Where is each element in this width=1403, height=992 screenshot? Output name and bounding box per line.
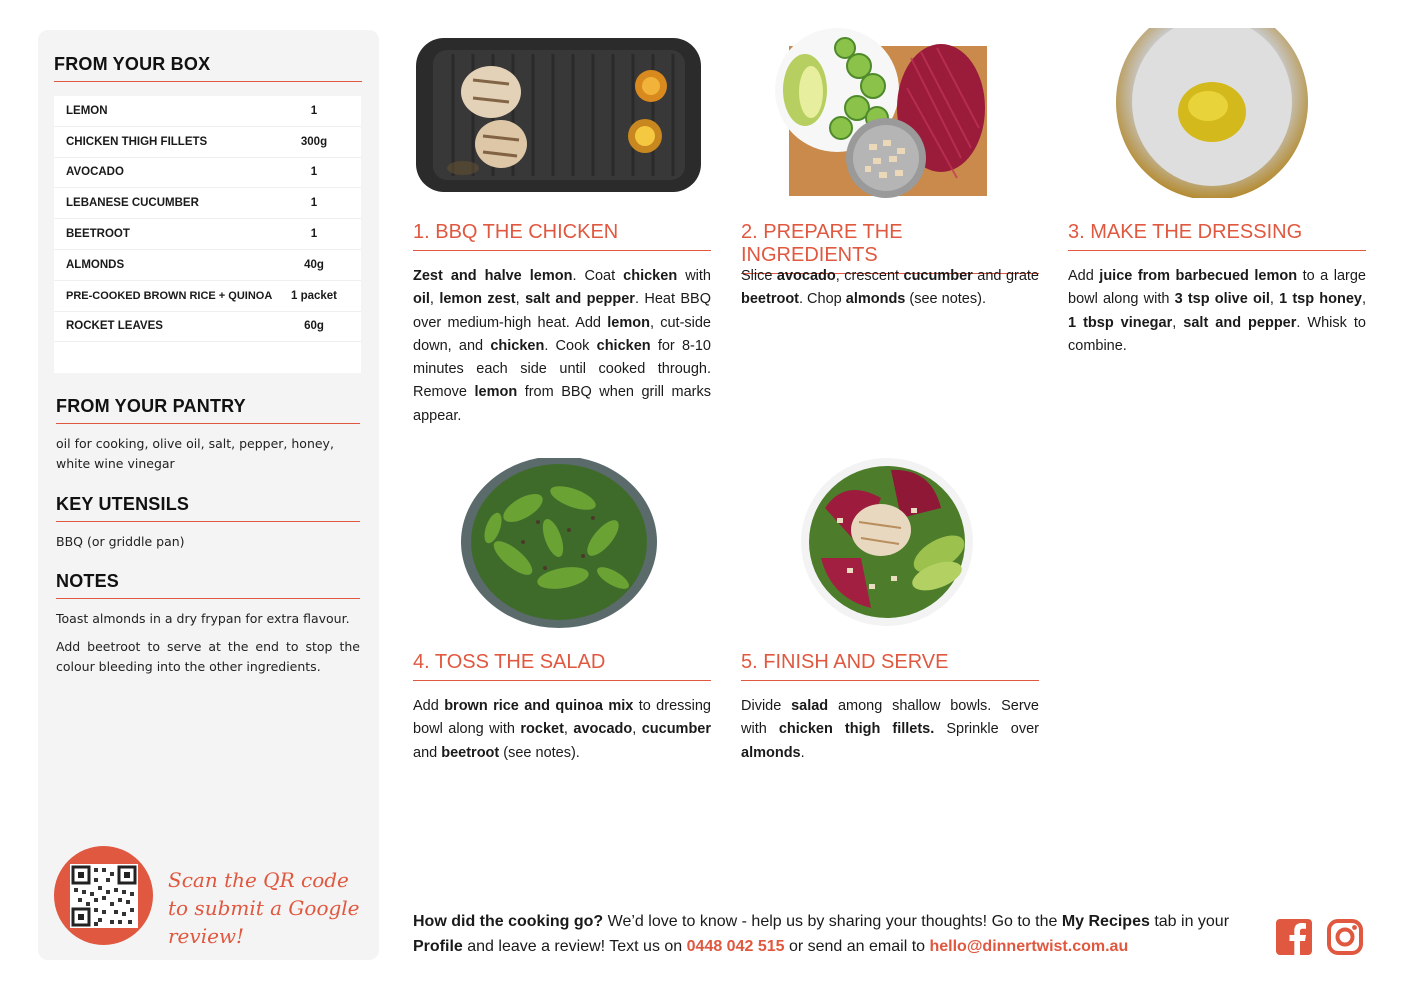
step-text: Add xyxy=(1068,268,1100,284)
footer-text-4: or send an email to xyxy=(784,938,930,955)
ingredient-qty: 1 xyxy=(310,104,318,117)
step-text: , xyxy=(1172,314,1184,331)
qr-code-icon[interactable] xyxy=(70,864,138,928)
key-utensils-section xyxy=(56,494,360,552)
step-text-bold: cucumber xyxy=(641,721,712,738)
step-text-bold: avocado xyxy=(573,721,633,738)
finished-salad-photo xyxy=(741,458,1039,628)
utensils-text: BBQ (or griddle pan) xyxy=(56,534,185,549)
ingredients-sidebar xyxy=(38,30,379,960)
step-text: , xyxy=(515,291,526,308)
step-text: , xyxy=(632,721,642,738)
step-text-bold: Zest and halve lemon xyxy=(413,268,573,284)
ingredient-row xyxy=(54,250,361,281)
facebook-icon[interactable] xyxy=(1275,918,1313,956)
from-your-pantry-title: FROM YOUR PANTRY xyxy=(56,396,360,424)
step-text-bold: salt and pepper xyxy=(525,291,635,308)
step-text: (see notes). xyxy=(905,291,986,308)
note-item: Add beetroot to serve at the end to stop the colour bleeding into the other ingredients. xyxy=(56,639,360,674)
step-text: for 8-10 minutes each side until cooked through. Remove xyxy=(413,337,711,401)
step-text-bold: chicken thigh fillets. xyxy=(778,721,935,738)
box-ingredients-table xyxy=(54,96,361,373)
step-4-title: 4. TOSS THE SALAD xyxy=(413,651,711,681)
footer-question: How did the cooking go? xyxy=(413,913,604,930)
ingredient-name: LEBANESE CUCUMBER xyxy=(66,197,199,210)
ingredient-qty: 60g xyxy=(304,320,324,333)
qr-caption: Scan the QR code to submit a Google review! xyxy=(168,868,360,948)
step-text: , cut-side down, and xyxy=(413,314,711,354)
step-text-bold: cucumber xyxy=(903,268,973,284)
ingredient-name: CHICKEN THIGH FILLETS xyxy=(66,135,208,148)
footer-text-2: tab in your xyxy=(1149,913,1230,930)
step-text-bold: lemon xyxy=(607,314,650,331)
step-text-bold: salad xyxy=(791,698,829,714)
step-1 xyxy=(413,28,712,424)
prepare-ingredients-photo xyxy=(741,28,1039,198)
ingredient-row xyxy=(54,312,361,343)
from-your-box-section xyxy=(54,54,362,373)
step-text: . Chop xyxy=(799,291,846,308)
step-text-bold: lemon zest xyxy=(439,291,516,308)
from-your-box-title: FROM YOUR BOX xyxy=(54,54,362,82)
pantry-text: oil for cooking, olive oil, salt, pepper, honey, white wine vinegar xyxy=(56,436,334,471)
step-text: . xyxy=(800,744,805,761)
step-text-bold: almonds xyxy=(741,744,801,761)
step-text-bold: almonds xyxy=(845,291,906,308)
ingredient-qty: 1 packet xyxy=(290,289,338,302)
step-text-bold: chicken xyxy=(623,268,678,284)
step-2-title: 2. PREPARE THE INGREDIENTS xyxy=(741,221,1039,274)
step-text: Divide xyxy=(741,698,792,714)
ingredient-name: ROCKET LEAVES xyxy=(66,320,163,333)
qr-review-block xyxy=(54,846,364,946)
ingredient-row xyxy=(54,219,361,250)
step-text: (see notes). xyxy=(499,744,580,761)
step-text: , xyxy=(1269,291,1280,308)
step-text: . Coat xyxy=(572,268,624,284)
from-your-pantry-section xyxy=(56,396,360,474)
step-text-bold: beetroot xyxy=(441,744,500,761)
ingredient-name: BEETROOT xyxy=(66,228,130,241)
footer-text-1: We’d love to know - help us by sharing your thoughts! Go to the xyxy=(603,913,1062,930)
step-5-title: 5. FINISH AND SERVE xyxy=(741,651,1039,681)
ingredient-qty: 1 xyxy=(310,197,318,210)
notes-section xyxy=(56,571,360,677)
step-text: among shallow bowls. Serve with xyxy=(741,698,1039,738)
step-text-bold: rocket xyxy=(520,721,564,738)
ingredient-row xyxy=(54,281,361,312)
step-text-bold: beetroot xyxy=(741,291,799,308)
ingredient-row xyxy=(54,96,361,127)
key-utensils-title: KEY UTENSILS xyxy=(56,494,360,522)
ingredient-name: PRE-COOKED BROWN RICE + QUINOA xyxy=(66,289,273,302)
step-text: , crescent xyxy=(835,268,904,284)
note-item: Toast almonds in a dry frypan for extra flavour. xyxy=(56,611,350,626)
step-text-bold: oil xyxy=(413,291,430,308)
ingredient-name: LEMON xyxy=(66,104,108,117)
step-2 xyxy=(741,28,1039,308)
step-text-bold: juice from barbecued lemon xyxy=(1099,268,1298,284)
step-2-text xyxy=(741,265,1039,312)
phone-link[interactable]: 0448 042 515 xyxy=(686,938,785,955)
dressing-bowl-photo xyxy=(1068,28,1366,198)
step-text: . Whisk to combine. xyxy=(1068,314,1366,354)
step-text-bold: avocado xyxy=(776,268,836,284)
ingredient-qty: 300g xyxy=(300,135,328,148)
instagram-icon[interactable] xyxy=(1326,918,1364,956)
step-text: , xyxy=(563,721,574,738)
step-text: . Cook xyxy=(544,337,597,354)
step-text-bold: 3 tsp olive oil xyxy=(1174,291,1270,308)
step-text: , xyxy=(429,291,440,308)
ingredient-qty: 40g xyxy=(304,258,324,271)
toss-salad-photo xyxy=(413,458,711,628)
step-text: with xyxy=(677,268,711,284)
my-recipes-label: My Recipes xyxy=(1061,913,1150,930)
step-text: . Heat BBQ over medium-high heat. Add xyxy=(413,291,712,331)
step-text-bold: 1 tsp honey xyxy=(1279,291,1362,308)
step-3 xyxy=(1068,28,1367,354)
step-text-bold: chicken xyxy=(596,337,651,354)
step-text: to a large bowl along with xyxy=(1068,268,1366,308)
step-3-text xyxy=(1068,265,1366,358)
profile-label: Profile xyxy=(413,938,463,955)
step-4 xyxy=(413,458,712,761)
ingredient-qty: 1 xyxy=(310,228,318,241)
footer-text-3: and leave a review! Text us on xyxy=(462,938,687,955)
step-text-bold: lemon xyxy=(474,384,518,401)
bbq-chicken-photo xyxy=(413,28,711,198)
step-text-bold: salt and pepper xyxy=(1183,314,1297,331)
step-text: from BBQ when grill marks appear. xyxy=(413,384,711,424)
step-text: Add xyxy=(413,698,445,714)
step-text: and xyxy=(413,744,442,761)
ingredient-row xyxy=(54,158,361,189)
step-text-bold: 1 tbsp vinegar xyxy=(1068,314,1173,331)
step-3-title: 3. MAKE THE DRESSING xyxy=(1068,221,1366,251)
step-5 xyxy=(741,458,1039,761)
ingredient-name: AVOCADO xyxy=(66,166,124,179)
ingredient-row xyxy=(54,188,361,219)
step-4-text xyxy=(413,695,711,765)
step-5-text xyxy=(741,695,1039,765)
ingredient-name: ALMONDS xyxy=(66,258,125,271)
step-1-text xyxy=(413,265,711,428)
ingredient-row xyxy=(54,127,361,158)
feedback-footer xyxy=(413,909,1263,959)
step-text: Sprinkle over xyxy=(934,721,1039,738)
notes-title: NOTES xyxy=(56,571,360,599)
step-text: Slice xyxy=(741,268,777,284)
qr-badge xyxy=(54,846,153,945)
email-link[interactable]: hello@dinnertwist.com.au xyxy=(929,938,1129,955)
ingredient-qty: 1 xyxy=(310,166,318,179)
step-text-bold: brown rice and quinoa mix xyxy=(444,698,634,714)
step-text: and grate xyxy=(972,268,1039,284)
step-text: , xyxy=(1361,291,1367,308)
step-1-title: 1. BBQ THE CHICKEN xyxy=(413,221,711,251)
step-text: to dressing bowl along with xyxy=(413,698,711,738)
step-text-bold: chicken xyxy=(490,337,545,354)
